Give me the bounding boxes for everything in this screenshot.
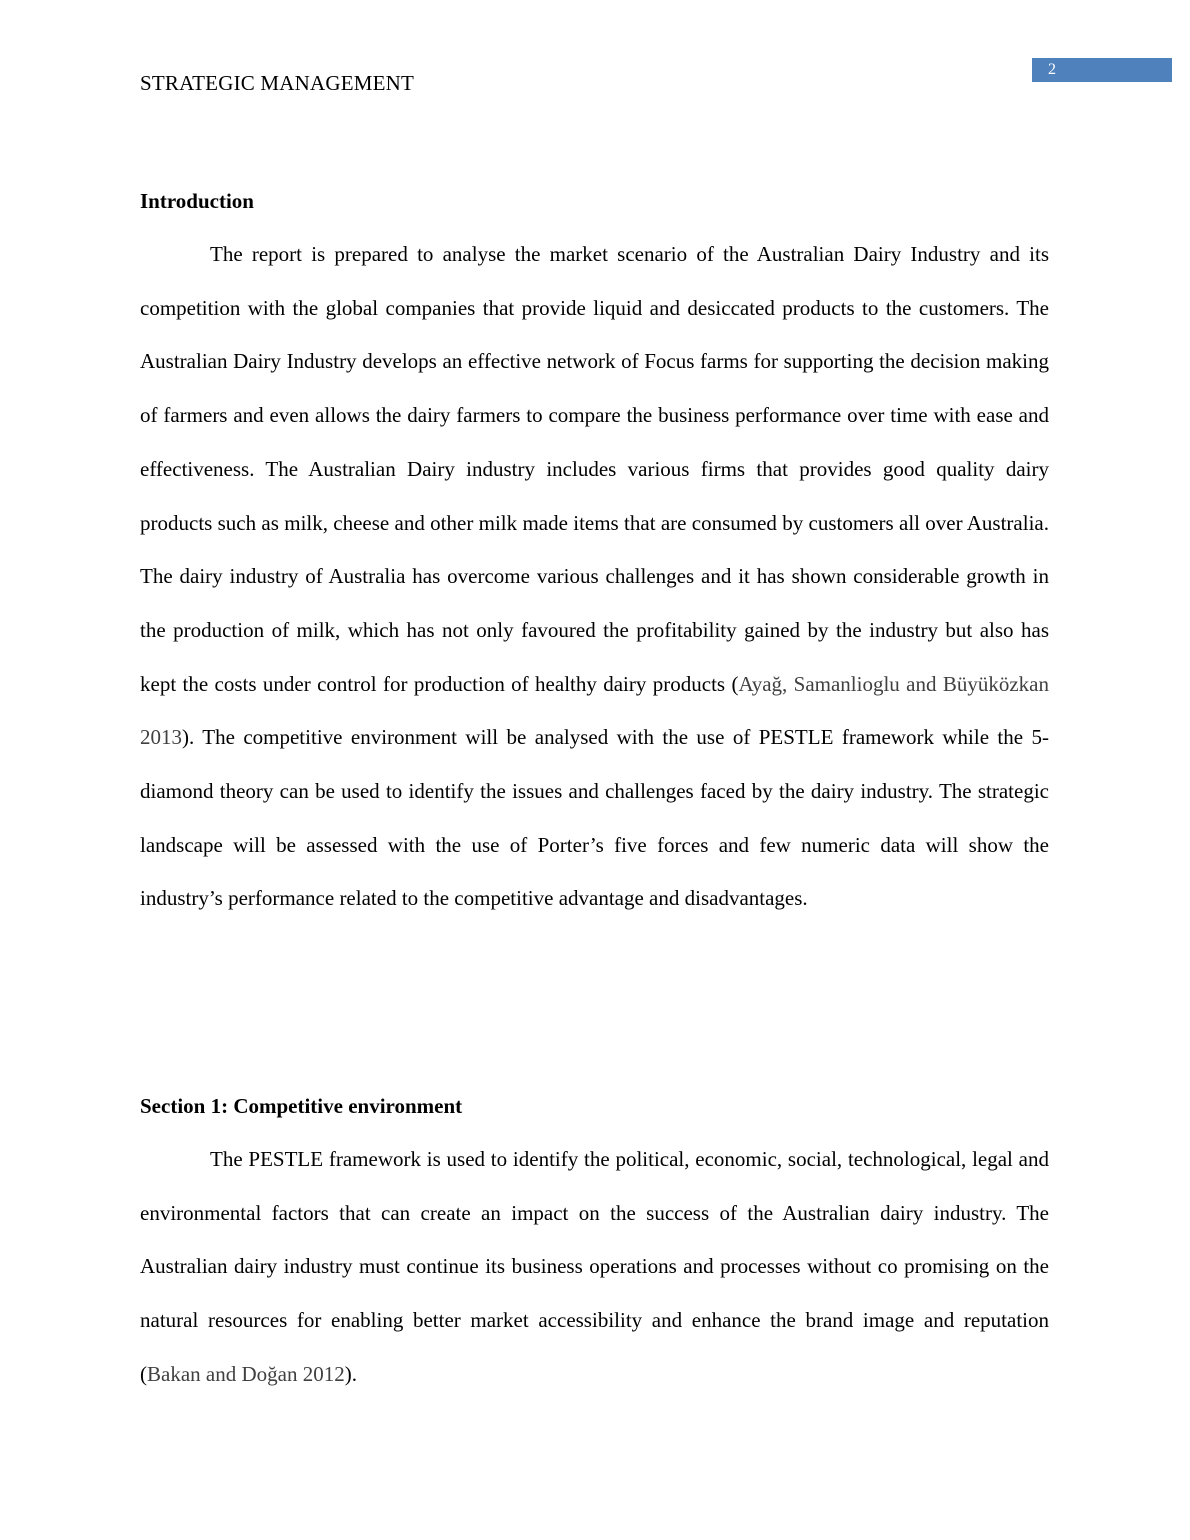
introduction-paragraph (140, 228, 1049, 926)
introduction-text-part-1: The report is prepared to analyse the market scenario of the Australian Dairy Industry and its competition with the global companies that provide liquid and desiccated products to the customers. The Australian Dairy Industry develops an effective network of Focus farms for supporting the decision making of farmers and even allows the dairy farmers to compare the business performance over time with ease and effectiveness. The Australian Dairy industry includes various firms that provides good quality dairy products such as milk, cheese and other milk made items that are consumed by customers all over Australia. The dairy industry of Australia has overcome various challenges and it has shown considerable growth in the production of milk, which has not only favoured the profitability gained by the industry but also has kept the costs under control for production of healthy dairy products ( (140, 242, 1049, 696)
introduction-citation: Ayağ, Samanlioglu and Büyüközkan 2013 (140, 671, 1050, 750)
section1-heading: Section 1: Competitive environment (140, 1094, 463, 1118)
section1-citation: Bakan and Doğan 2012 (147, 1361, 345, 1386)
section1-text-part-1: The PESTLE framework is used to identify the political, economic, social, technological, legal and environmental factors that can create an impact on the success of the Australian dairy industry. The Australian dairy industry must continue its business operations and processes without co promising on the natural resources for enabling better market accessibility and enhance the brand image and reputation ( (140, 1147, 1049, 1386)
introduction-text-part-2: ). The competitive environment will be analysed with the use of PESTLE framework while the 5-diamond theory can be used to identify the issues and challenges faced by the dairy industry. The strategic landscape will be assessed with the use of Porter’s five forces and few numeric data will show the industry’s performance related to the competitive advantage and disadvantages. (140, 725, 1049, 911)
page-number: 2 (1048, 61, 1056, 78)
page-number-badge (1032, 58, 1172, 82)
section1-text-part-2: ). (344, 1361, 357, 1386)
section1-paragraph (140, 1133, 1049, 1402)
introduction-heading: Introduction (140, 189, 254, 213)
running-header: STRATEGIC MANAGEMENT (140, 71, 415, 95)
